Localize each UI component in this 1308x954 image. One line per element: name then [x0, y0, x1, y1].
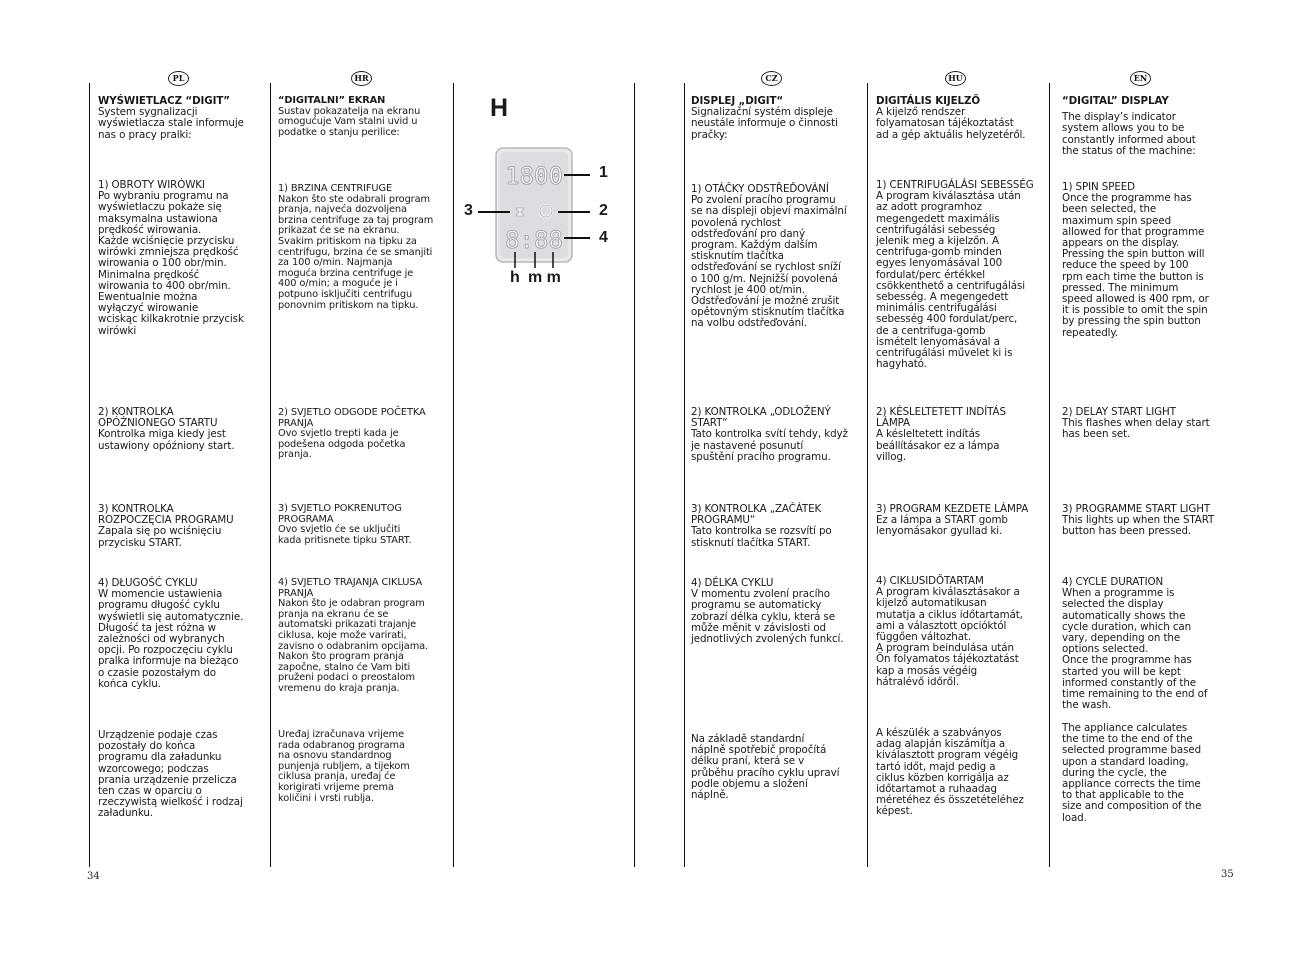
- column-hr: [278, 96, 450, 866]
- intro-text: A kijelző rendszer folyamatosan tájékoztatást ad a gép aktuális helyzetéről.: [876, 106, 1026, 141]
- language-badge-cz: CZ: [761, 71, 782, 86]
- program-start-text: 3) SVJETLO POKRENUTOG PROGRAMA Ovo svjetlo će se uključiti kada pritisnete tipku START.: [278, 503, 412, 546]
- spin-speed-text: 1) OTÁČKY ODSTŘEĎOVÁNÍ Po zvolení pracího programu se na displeji objeví maximální povolená rychlost odstřeďování pro daný program. Každým dalším stisknutím tlačítka odstřeďování se rychlost sníží o 100 g/m. Nejnižší povolená rychlost je 400 ot/min. Odstřeďování je možné zrušit opětovným stisknutím tlačítka na volbu odstřeďování.: [691, 183, 847, 330]
- spin-speed-text: 1) SPIN SPEED Once the programme has been selected, the maximum spin speed allowed for that programme appears on the display. Pressing the spin button will reduce the speed by 100 rpm each time the button is pressed. The minimum speed allowed is 400 rpm, or it is possible to omit the spin by pressing the spin button repeatedly.: [1062, 181, 1209, 339]
- column-divider: [453, 83, 454, 867]
- svg-text:8:88: 8:88: [505, 226, 563, 254]
- delay-start-text: 2) KÉSLELTETETT INDÍTÁS LÁMPA A késleltetett indítás beállításakor ez a lámpa villog.: [876, 406, 1006, 463]
- intro-text: Signalizační systém displeje neustále informuje o činnosti pračky:: [691, 106, 838, 141]
- svg-text:1800: 1800: [505, 162, 563, 190]
- delay-start-text: 2) KONTROLKA „ODLOŽENÝ START“ Tato kontrolka svítí tehdy, když je nastavené posunutí spuštění pracího programu.: [691, 406, 848, 463]
- calculation-note-text: A készülék a szabványos adag alapján kiszámítja a kiválasztott program végéig tartó időt, majd pedig a ciklus közben korrigálja az időtartamot a ruhaadag méretéhez és összetételéhez képest.: [876, 727, 1024, 818]
- column-divider: [867, 83, 868, 867]
- intro-text: The display’s indicator system allows you to be constantly informed about the status of the machine:: [1062, 111, 1196, 157]
- delay-start-text: 2) DELAY START LIGHT This flashes when delay start has been set.: [1062, 406, 1210, 441]
- section-heading: DISPLEJ „DIGIT“: [691, 95, 784, 107]
- section-heading: “DIGITAL” DISPLAY: [1062, 95, 1169, 107]
- calculation-note-text: Urządzenie podaje czas pozostały do końca programu dla załadunku wzorcowego; podczas prania urządzenie przelicza ten czas w oparciu o rzeczywistą wielkość i rodzaj załadunku.: [98, 729, 243, 820]
- section-heading: WYŚWIETLACZ “DIGIT”: [98, 95, 230, 107]
- language-badge-en: EN: [1130, 71, 1151, 86]
- cycle-duration-text: 4) SVJETLO TRAJANJA CIKLUSA PRANJA Nakon što je odabran program pranja na ekranu će se automatski prikazati trajanje ciklusa, koje može varirati, zavisno o odabranim opcijama. Nakon što program pranja započne, stalno će Vam biti pruženi podaci o preostalom vremenu do kraja pranja.: [278, 577, 429, 694]
- calculation-note-text: Uređaj izračunava vrijeme rada odabranog programa na osnovu standardnog punjenja rubljem, a tijekom ciklusa pranja, uređaj će korigirati vrijeme prema količini i vrsti rublja.: [278, 729, 410, 804]
- callout-4: 4: [599, 229, 608, 246]
- minutes-label: m m: [528, 269, 561, 286]
- cycle-duration-text: 4) CIKLUSIDŐTARTAM A program kiválasztásakor a kijelző automatikusan mutatja a ciklus időtartamát, ami a választott opcióktól függően változhat. A program beindulása után Ön folyamatos tájékoztatást kap a mosás végéig hátralévő időről.: [876, 575, 1023, 688]
- delay-start-text: 2) SVJETLO ODGODE POČETKA PRANJA Ovo svjetlo trepti kada je podešena odgoda početka pranja.: [278, 407, 426, 461]
- display-panel-figure: [458, 140, 638, 290]
- spin-speed-text: 1) BRZINA CENTRIFUGE Nakon što ste odabrali program pranja, najveća dozvoljena brzina centrifuge za taj program prikazat će se na ekranu. Svakim pritiskom na tipku za centrifugu, brzina će se smanjiti za 100 o/min. Najmanja moguća brzina centrifuge je 400 o/min; a moguće je i potpuno isključiti centrifugu ponovnim pritiskom na tipku.: [278, 183, 434, 311]
- cycle-duration-text: 4) CYCLE DURATION When a programme is selected the display automatically shows the cycle duration, which can vary, depending on the options selected. Once the programme has started you will be kept informed constantly of the time remaining to the end of the wash.: [1062, 576, 1208, 712]
- language-badge-hr: HR: [351, 71, 372, 86]
- callout-3: 3: [464, 202, 473, 219]
- calculation-note-text: Na základě standardní náplně spotřebič propočítá délku praní, která se v průběhu pracího cyklu upraví podle objemu a složení náplně.: [691, 733, 840, 802]
- intro-text: Sustav pokazatelja na ekranu omogućuje Vam stalni uvid u podatke o stanju perilice:: [278, 105, 421, 138]
- spin-speed-text: 1) OBROTY WIRÓWKI Po wybraniu programu na wyświetlaczu pokaże się maksymalna ustawiona prędkość wirowania. Każde wciśnięcie przycisku wirówki zmniejsza prędkość wirowania o 100 obr/min. Minimalna prędkość wirowania to 400 obr/min. Ewentualnie można wyłączyć wirowanie wciskąc kilkakrotnie przycisk wirówki: [98, 179, 244, 337]
- callout-2: 2: [599, 202, 608, 219]
- spin-speed-text: 1) CENTRIFUGÁLÁSI SEBESSÉG A program kiválasztása után az adott programhoz megengedett maximális centrifugálási sebesség jelenik meg a kijelzőn. A centrifuga-gomb minden egyes lenyomásával 100 fordulat/perc értékkel csökkenthető a centrifugálási sebesség. A megengedett minimális centrifugálási sebesség 400 fordulat/perc, de a centrifuga-gomb ismételt lenyomásával a centrifugálási művelet ki is hagyható.: [876, 179, 1034, 371]
- page-number-left: 34: [87, 871, 100, 882]
- page-number-right: 35: [1221, 869, 1234, 880]
- program-start-text: 3) KONTROLKA „ZAČÁTEK PROGRAMU“ Tato kontrolka se rozsvítí po stisknutí tlačítka START.: [691, 503, 832, 549]
- cycle-duration-text: 4) DÉLKA CYKLU V momentu zvolení pracího programu se automaticky zobrazí délka cyklu, která se může měnit v závislosti od jednotlivých zvolených funkcí.: [691, 577, 844, 646]
- column-divider: [1049, 83, 1050, 867]
- column-pl: [98, 96, 264, 866]
- cycle-duration-text: 4) DŁUGOŚĆ CYKLU W momencie ustawienia programu długość cyklu wyświetli się automatycznie. Długość ta jest różna w zależności od wybranych opcji. Po rozpoczęciu cyklu pralka informuje na bieżąco o czasie pozostałym do końca cyklu.: [98, 577, 244, 690]
- intro-text: System sygnalizacji wyświetlacza stale informuje nas o pracy pralki:: [98, 106, 244, 141]
- column-cz: [691, 96, 863, 866]
- callout-1: 1: [599, 164, 608, 181]
- calculation-note-text: The appliance calculates the time to the end of the selected programme based upon a standard loading, during the cycle, the appliance corrects the time to that applicable to the size and composition of the load.: [1062, 722, 1202, 824]
- section-heading: DIGITÁLIS KIJELZŐ: [876, 95, 981, 107]
- program-start-text: 3) KONTROLKA ROZPOCZĘCIA PROGRAMU Zapala się po wciśnięciu przycisku START.: [98, 503, 234, 549]
- svg-text:⧗: ⧗: [515, 205, 525, 220]
- column-hu: [876, 96, 1046, 866]
- column-divider: [684, 83, 685, 867]
- section-heading: “DIGITALNI” EKRAN: [278, 95, 386, 106]
- language-badge-hu: HU: [945, 71, 966, 86]
- language-badge-pl: PL: [168, 71, 189, 86]
- program-start-text: 3) PROGRAMME START LIGHT This lights up when the START button has been pressed.: [1062, 503, 1215, 538]
- hours-label: h: [510, 269, 520, 286]
- program-start-text: 3) PROGRAM KEZDETE LÁMPA Ez a lámpa a START gomb lenyomásakor gyullad ki.: [876, 503, 1029, 538]
- figure-letter: H: [490, 94, 509, 122]
- column-divider: [270, 83, 271, 867]
- delay-start-text: 2) KONTROLKA OPÓŹNIONEGO STARTU Kontrolka miga kiedy jest ustawiony opóźniony start.: [98, 406, 235, 452]
- column-en: [1062, 96, 1228, 866]
- column-divider: [89, 83, 90, 867]
